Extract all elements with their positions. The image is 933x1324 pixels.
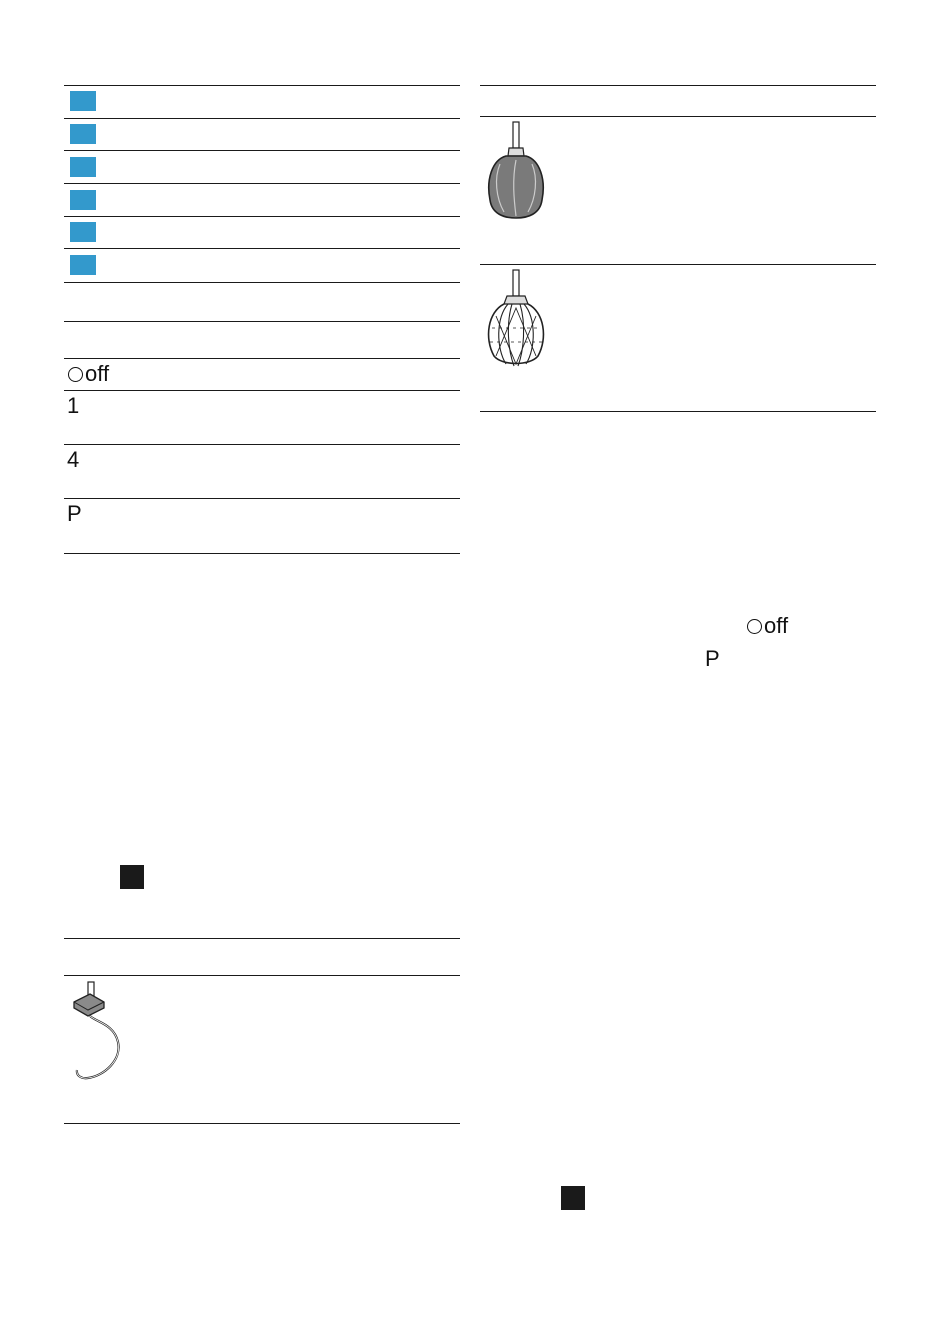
speed-table-rule (64, 444, 460, 445)
accessory-table-bottom-rule (64, 1123, 460, 1124)
accessory-table-rule (64, 975, 460, 976)
speed-table-rule (64, 358, 460, 359)
speed-table-rule (64, 390, 460, 391)
black-square-marker (120, 865, 144, 889)
row-rule (64, 248, 460, 249)
off-circle-icon (747, 619, 762, 634)
speed-table-rule (64, 498, 460, 499)
off-label: off (764, 613, 789, 638)
right-table-top-rule (480, 85, 876, 86)
beating-whisk-icon (482, 120, 552, 225)
inline-p-symbol: P (705, 646, 720, 671)
speed-1-label: 1 (67, 393, 80, 418)
blue-square-marker (70, 91, 96, 111)
row-rule (64, 183, 460, 184)
off-circle-icon (68, 367, 83, 382)
speed-table-top-rule (64, 321, 460, 322)
row-rule (64, 118, 460, 119)
row-rule (64, 216, 460, 217)
accessory-table-top-rule (64, 938, 460, 939)
right-table-bottom-rule (480, 411, 876, 412)
blue-square-marker (70, 190, 96, 210)
row-rule (64, 150, 460, 151)
speed-p-label: P (67, 501, 82, 526)
row-rule (64, 282, 460, 283)
kneading-hook-icon (64, 980, 134, 1085)
top-rule-left (64, 85, 460, 86)
right-table-rule (480, 264, 876, 265)
blue-square-marker (70, 157, 96, 177)
black-square-marker (561, 1186, 585, 1210)
right-table-rule (480, 116, 876, 117)
inline-off-symbol (747, 615, 788, 637)
blue-square-marker (70, 222, 96, 242)
speed-4-label: 4 (67, 447, 80, 472)
stirring-whisk-icon (482, 268, 552, 373)
blue-square-marker (70, 124, 96, 144)
blue-square-marker (70, 255, 96, 275)
off-label: off (85, 361, 110, 386)
speed-off-row (68, 363, 109, 385)
speed-table-bottom-rule (64, 553, 460, 554)
